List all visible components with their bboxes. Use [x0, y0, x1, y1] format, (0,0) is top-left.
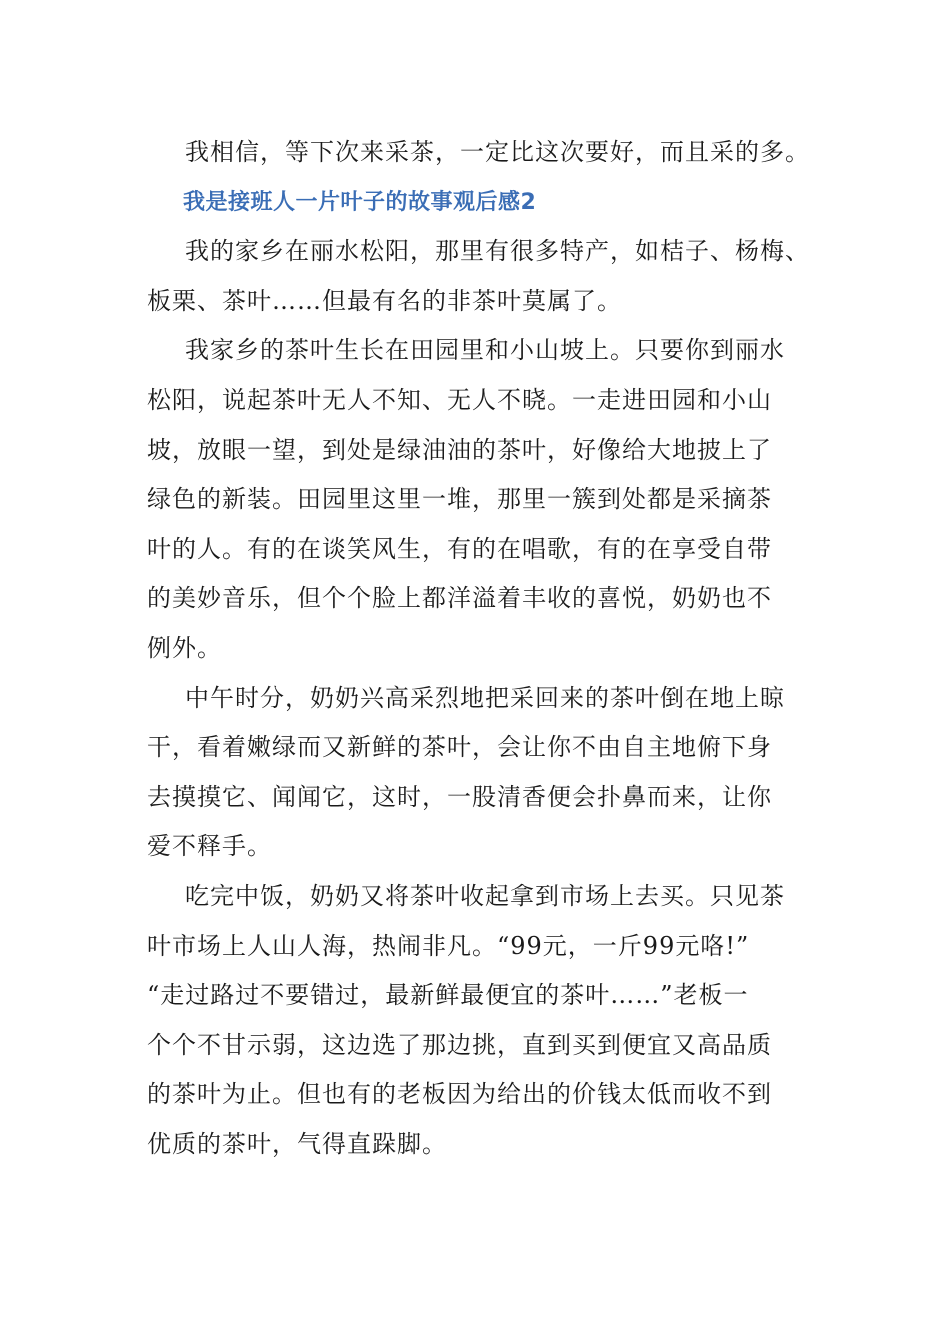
text-line: 个个不甘示弱，这边选了那边挑，直到买到便宜又高品质	[147, 1030, 772, 1059]
text-line: 坡，放眼一望，到处是绿油油的茶叶，好像给大地披上了	[147, 435, 772, 464]
text-line: 爱不释手。	[147, 832, 272, 861]
text-line: 我相信，等下次来采茶，一定比这次要好，而且采的多。	[185, 138, 810, 166]
document-body	[147, 128, 827, 1169]
text-line: 松阳，说起茶叶无人不知、无人不晓。一走进田园和小山	[147, 385, 772, 414]
text-line: 优质的茶叶，气得直跺脚。	[147, 1129, 447, 1158]
text-line: 的美妙音乐，但个个脸上都洋溢着丰收的喜悦，奶奶也不	[147, 584, 772, 613]
text-line: 干，看着嫩绿而又新鲜的茶叶，会让你不由自主地俯下身	[147, 733, 772, 762]
text-line: 例外。	[147, 633, 222, 662]
text-line: 叶市场上人山人海，热闹非凡。“99元，一斤99元咯!”	[147, 931, 750, 960]
text-line: “走过路过不要错过，最新鲜最便宜的茶叶……”老板一	[147, 981, 749, 1010]
section-heading: 我是接班人一片叶子的故事观后感2	[183, 189, 537, 215]
text-line: 我的家乡在丽水松阳，那里有很多特产，如桔子、杨梅、	[185, 237, 810, 266]
text-line: 我家乡的茶叶生长在田园里和小山坡上。只要你到丽水	[185, 336, 785, 365]
text-line: 叶的人。有的在谈笑风生，有的在唱歌，有的在享受自带	[147, 534, 772, 563]
text-line: 板栗、茶叶……但最有名的非茶叶莫属了。	[147, 286, 622, 315]
text-line: 去摸摸它、闻闻它，这时，一股清香便会扑鼻而来，让你	[147, 782, 772, 811]
text-line: 吃完中饭，奶奶又将茶叶收起拿到市场上去买。只见茶	[185, 881, 785, 910]
text-line: 中午时分，奶奶兴高采烈地把采回来的茶叶倒在地上晾	[185, 683, 785, 712]
text-line: 的茶叶为止。但也有的老板因为给出的价钱太低而收不到	[147, 1080, 772, 1109]
text-line: 绿色的新装。田园里这里一堆，那里一簇到处都是采摘茶	[147, 485, 772, 514]
